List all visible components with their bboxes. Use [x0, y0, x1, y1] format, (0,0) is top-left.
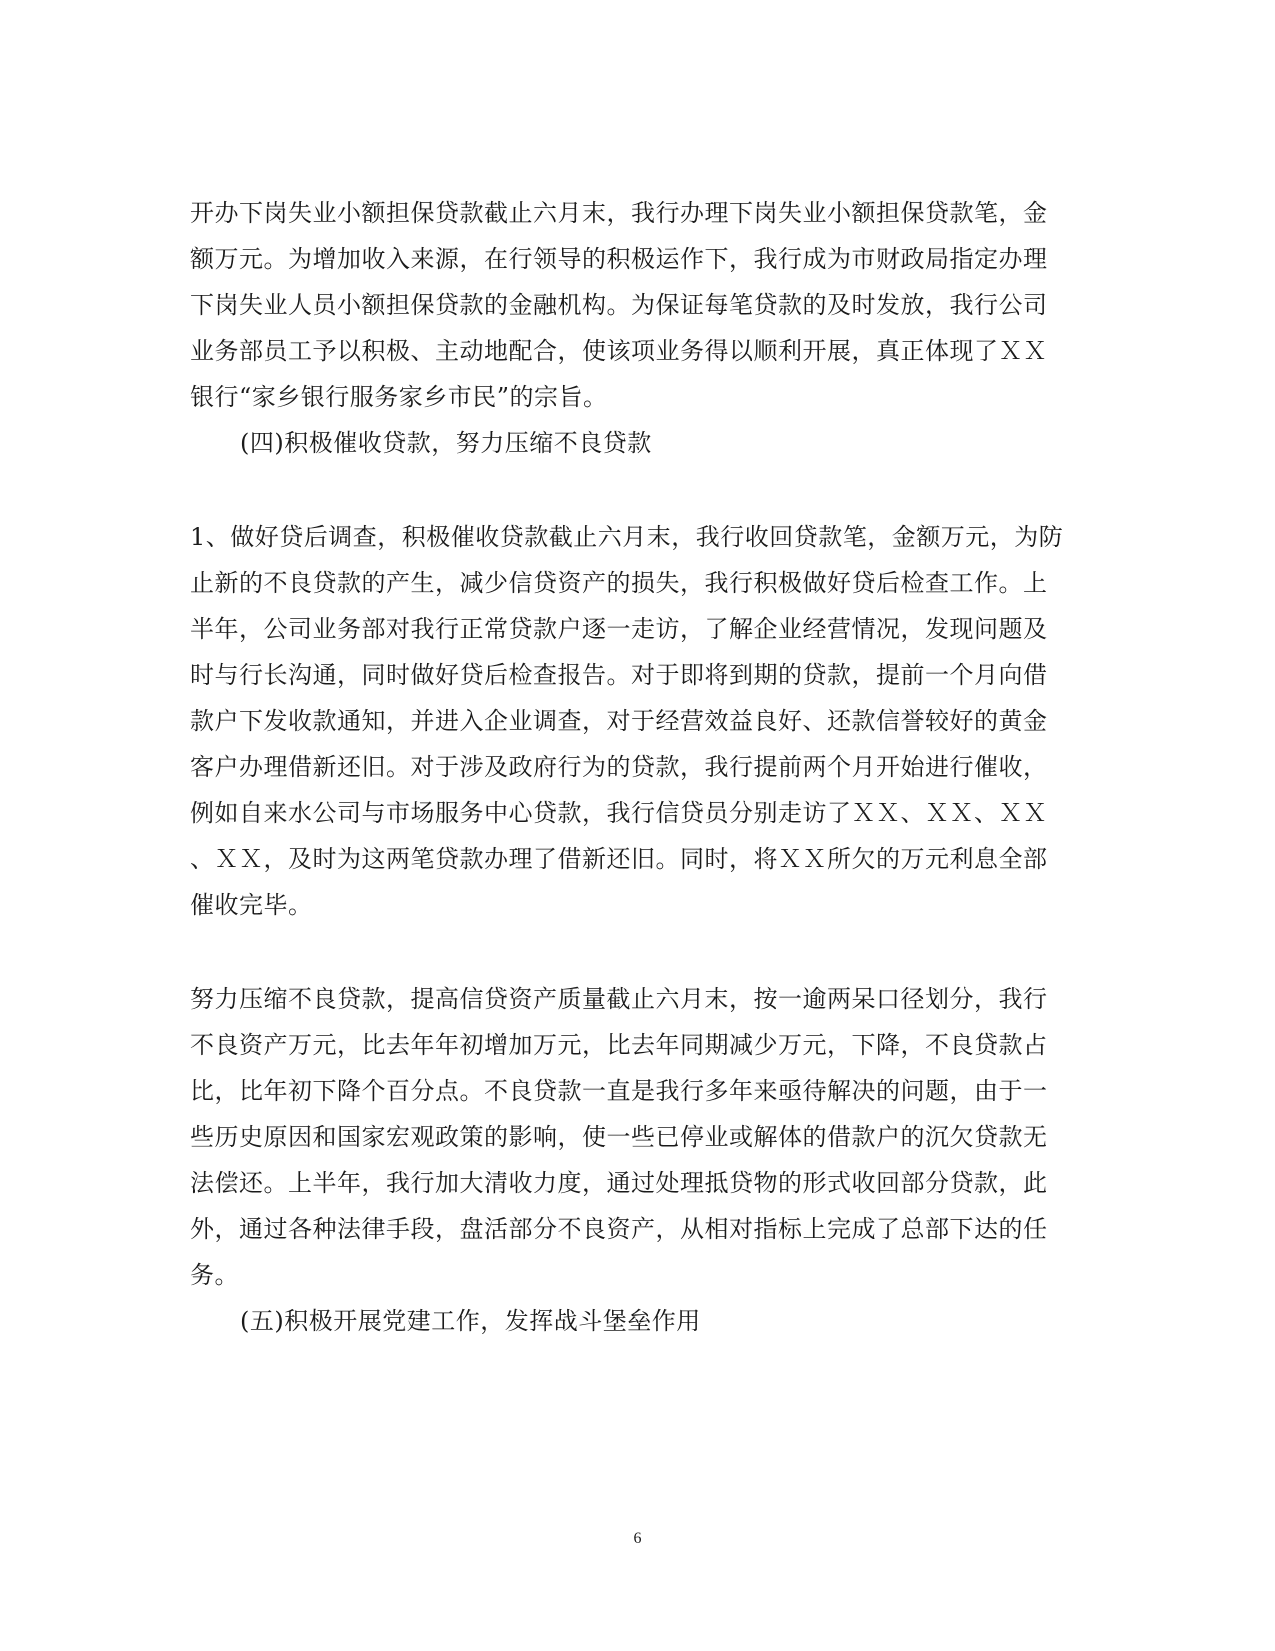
paragraph-line: 时与行长沟通，同时做好贷后检查报告。对于即将到期的贷款，提前一个月向借	[190, 661, 1048, 689]
paragraph-line: 客户办理借新还旧。对于涉及政府行为的贷款，我行提前两个月开始进行催收，	[190, 753, 1048, 781]
paragraph-line: 下岗失业人员小额担保贷款的金融机构。为保证每笔贷款的及时发放，我行公司	[190, 291, 1048, 319]
page-number: 6	[633, 1530, 642, 1547]
paragraph-line: 、ＸＸ，及时为这两笔贷款办理了借新还旧。同时，将ＸＸ所欠的万元利息全部	[190, 845, 1048, 873]
paragraph-line: 开办下岗失业小额担保贷款截止六月末，我行办理下岗失业小额担保贷款笔，金	[190, 199, 1048, 227]
paragraph-line: 催收完毕。	[190, 891, 313, 919]
paragraph-line: 比，比年初下降个百分点。不良贷款一直是我行多年来亟待解决的问题，由于一	[190, 1077, 1048, 1105]
paragraph-line: 外，通过各种法律手段，盘活部分不良资产，从相对指标上完成了总部下达的任	[190, 1215, 1048, 1243]
paragraph-line: 法偿还。上半年，我行加大清收力度，通过处理抵贷物的形式收回部分贷款，此	[190, 1169, 1048, 1197]
paragraph-line: 止新的不良贷款的产生，减少信贷资产的损失，我行积极做好贷后检查工作。上	[190, 569, 1048, 597]
paragraph-line: 业务部员工予以积极、主动地配合，使该项业务得以顺利开展，真正体现了ＸＸ	[190, 337, 1048, 365]
paragraph-line: 银行“家乡银行服务家乡市民”的宗旨。	[190, 383, 608, 411]
paragraph-line: 些历史原因和国家宏观政策的影响，使一些已停业或解体的借款户的沉欠贷款无	[190, 1123, 1048, 1151]
section-heading: (四)积极催收贷款，努力压缩不良贷款	[240, 429, 652, 457]
paragraph-line: 不良资产万元，比去年年初增加万元，比去年同期减少万元，下降，不良贷款占	[190, 1031, 1048, 1059]
paragraph-line: 额万元。为增加收入来源，在行领导的积极运作下，我行成为市财政局指定办理	[190, 245, 1048, 273]
paragraph-line: 务。	[190, 1261, 239, 1289]
section-heading: (五)积极开展党建工作，发挥战斗堡垒作用	[240, 1307, 701, 1335]
paragraph-line: 1、做好贷后调查，积极催收贷款截止六月末，我行收回贷款笔，金额万元，为防	[190, 523, 1064, 551]
paragraph-line: 例如自来水公司与市场服务中心贷款，我行信贷员分别走访了ＸＸ、ＸＸ、ＸＸ	[190, 799, 1048, 827]
paragraph-line: 努力压缩不良贷款，提高信贷资产质量截止六月末，按一逾两呆口径划分，我行	[190, 985, 1048, 1013]
paragraph-line: 半年，公司业务部对我行正常贷款户逐一走访，了解企业经营情况，发现问题及	[190, 615, 1048, 643]
paragraph-line: 款户下发收款通知，并进入企业调查，对于经营效益良好、还款信誉较好的黄金	[190, 707, 1048, 735]
